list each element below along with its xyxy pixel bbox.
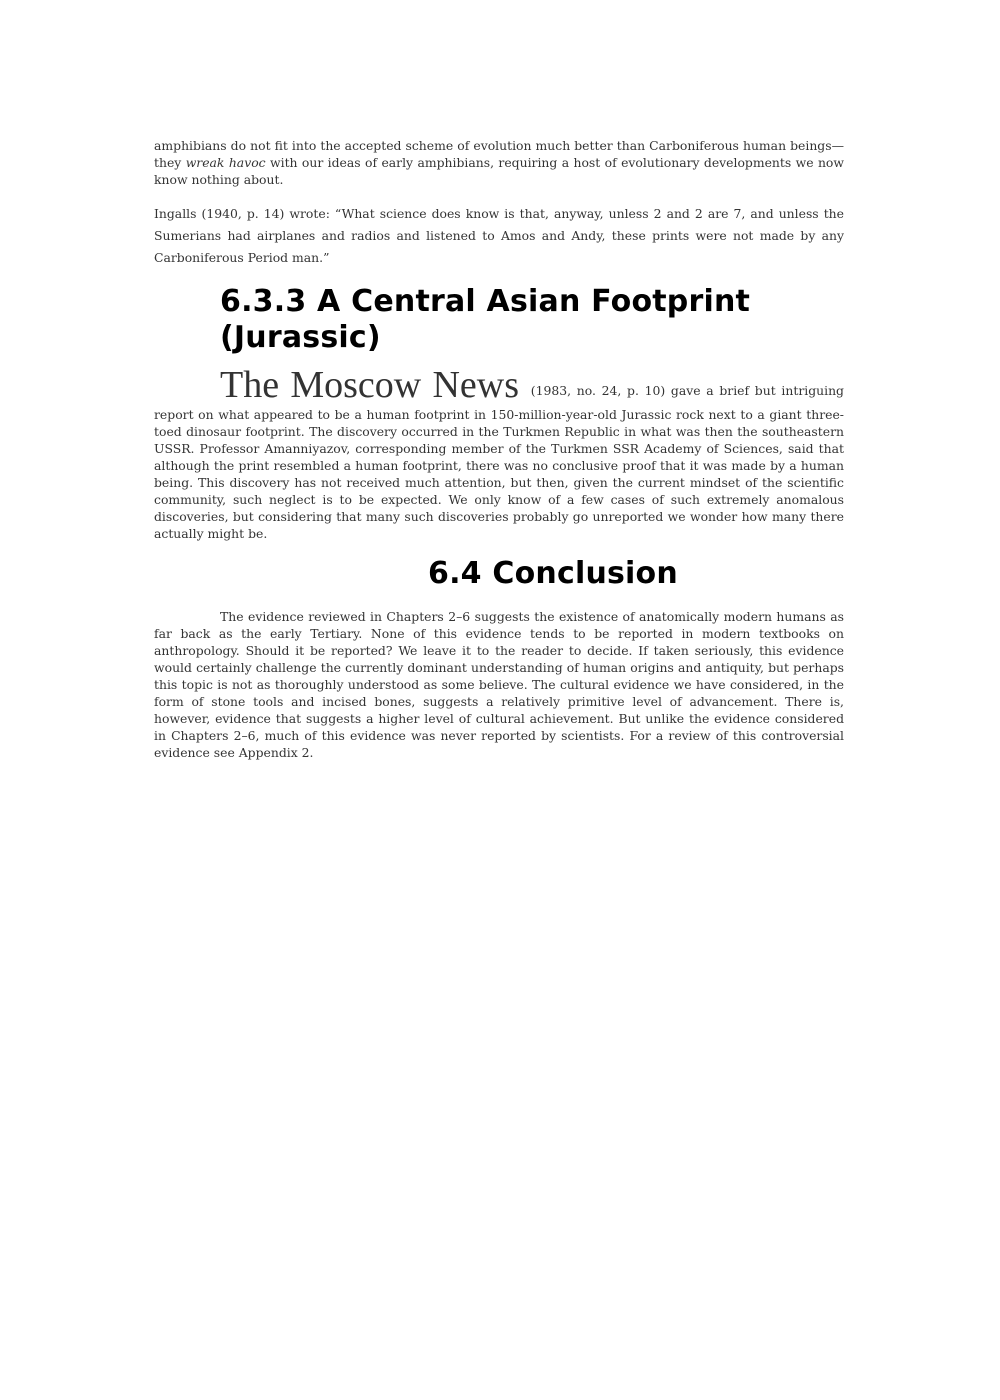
moscow-news-lead-title: The Moscow News [220,364,520,406]
paragraph-conclusion: The evidence reviewed in Chapters 2–6 suggests the existence of anatomically modern humans as far back as the early Tertiary. None of this evidence tends to be reported in modern textbooks on anthropology. Should it be reported? We leave it to the reader to decide. If taken seriously, this evidence would certainly challenge the currently dominant understanding of human origins and antiquity, but perhaps this topic is not as thoroughly understood as some believe. The cultural evidence we have considered, in the form of stone tools and incised bones, suggests a relatively primitive level of advancement. There is, however, evidence that suggests a higher level of cultural achievement. But unlike the evidence considered in Chapters 2–6, much of this evidence was never reported by scientists. For a review of this controversial evidence see Appendix 2. [154,609,844,760]
paragraph-amphibians-text-a: amphibians do not fit into the accepted scheme of evolution much better than Carboniferous human beings— they [154,138,844,170]
moscow-news-first-line: (1983, no. 24, p. 10) gave a brief but intriguing report on [154,383,844,422]
document-page [154,137,844,761]
paragraph-moscow-news [154,364,844,542]
paragraph-amphibians [154,137,844,188]
paragraph-amphibians-emphasis: wreak havoc [185,155,266,170]
section-heading-conclusion: 6.4 Conclusion [428,556,678,591]
paragraph-ingalls-quote: Ingalls (1940, p. 14) wrote: “What science does know is that, anyway, unless 2 and 2 are 7, and unless the Sumerians had airplanes and radios and listened to Amos and Andy, these prints were not made by any Carboniferous Period man.” [154,206,844,265]
section-heading-central-asian-footprint: 6.3.3 A Central Asian Footprint (Jurassic) [220,284,751,355]
moscow-news-body: what appeared to be a human footprint in 150-million-year-old Jurassic rock next to a giant three-toed dinosaur footprint. The discovery occurred in the Turkmen Republic in what was then the southeastern USSR. Professor Amanniyazov, corresponding member of the Turkmen SSR Academy of Sciences, said that although the print resembled a human footprint, there was no conclusive proof that it was made by a human being. This discovery has not received much attention, but then, given the current mindset of the scientific community, such neglect is to be expected. We only know of a few cases of such extremely anomalous discoveries, but considering that many such discoveries probably go unreported we wonder how many there actually might be. [154,407,844,541]
paragraph-amphibians-text-b: with our ideas of early amphibians, requiring a host of evolutionary developments we now know nothing about. [154,155,845,187]
